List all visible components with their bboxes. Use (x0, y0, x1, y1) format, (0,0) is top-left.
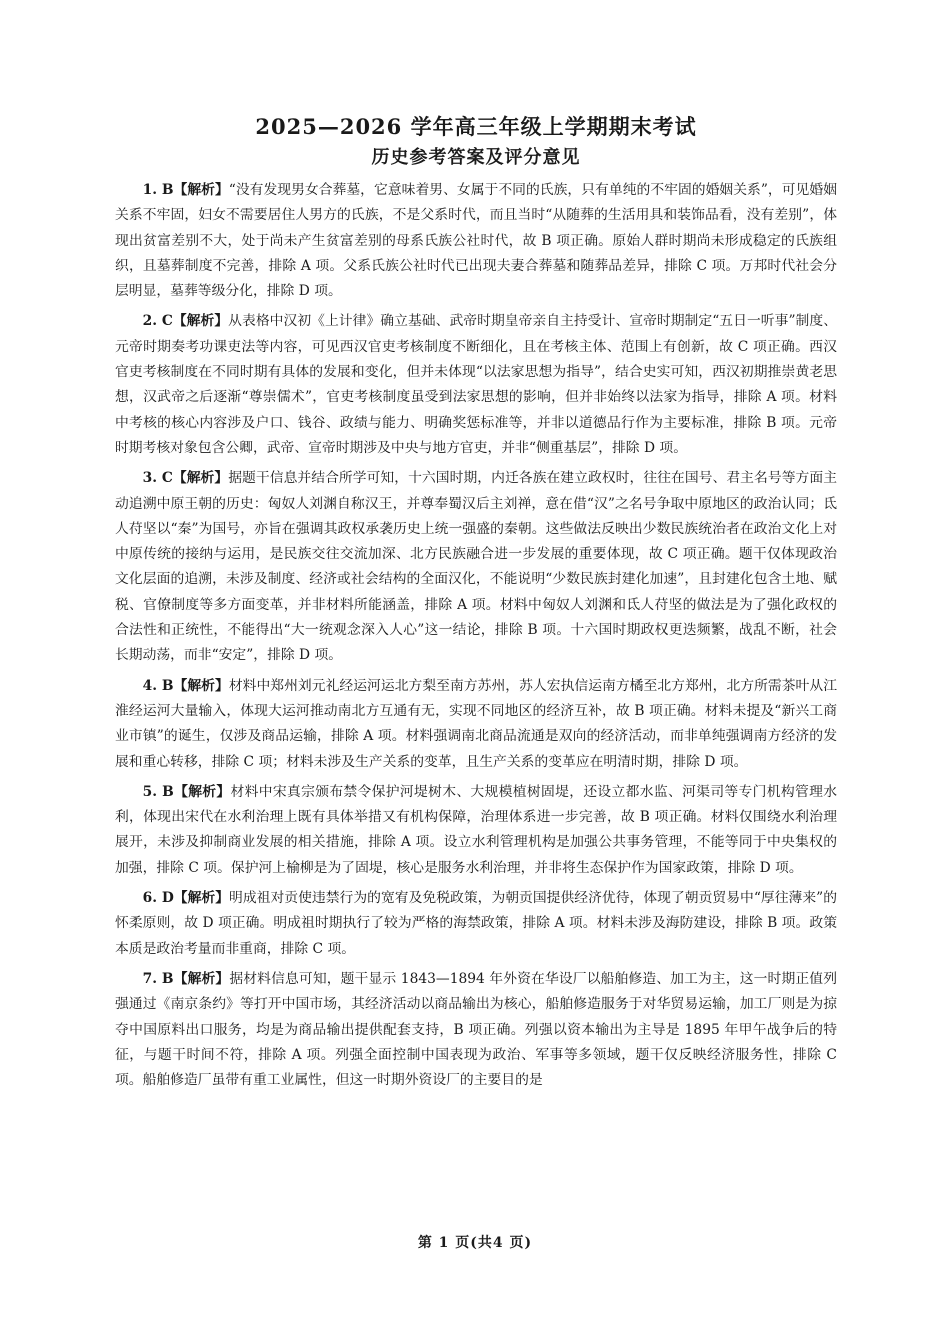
answer-label: 1. B【解析】 (142, 182, 229, 198)
answer-label: 6. D【解析】 (142, 890, 230, 907)
answer-label: 2. C【解析】 (142, 313, 229, 330)
answer-6 (115, 886, 837, 962)
answer-label: 4. B【解析】 (142, 677, 229, 694)
answer-text: 材料中宋真宗颁布禁令保护河堤树木、大规模植树固堤，还设立都水监、河渠司等专门机构管理水利，体现出宋代在水利治理上既有具体举措又有机构保障，治理体系进一步完善，故 B 项正确。材料仅围绕水利治理展开，未涉及抑制商业发展的相关措施，排除 A 项。设立水利管理机构是加强公共事务管理，不能等同于中央集权的加强，排除 C 项。保护河上榆柳是为了固堤，核心是服务水利治理，并非将生态保护作为国家政策，排除 D 项。 (115, 783, 838, 876)
answer-7 (115, 967, 837, 1093)
answer-2 (115, 309, 837, 461)
answer-label: 7. B【解析】 (142, 970, 230, 987)
exam-title: 2025—2026 学年高三年级上学期期末考试 (255, 114, 697, 139)
answer-sheet-page (115, 112, 837, 1098)
page-number: 第 1 页(共4 页) (417, 1235, 533, 1251)
answer-text: 据材料信息可知，题干显示 1843—1894 年外资在华设厂以船舶修造、加工为主，这一时期正值列强通过《南京条约》等打开中国市场，其经济活动以商品输出为核心，船舶修造服务于对华贸易运输，加工厂则是为掠夺中国原料出口服务，均是为商品输出提供配套支持，B 项正确。列强以资本输出为主导是 1895 年甲午战争后的特征，与题干时间不符，排除 A 项。列强全面控制中国表现为政治、军事等多领域，题干仅反映经济服务性，排除 C 项。船舶修造厂虽带有重工业属性，但这一时期外资设厂的主要目的是 (115, 970, 837, 1089)
answer-label: 3. C【解析】 (142, 470, 229, 487)
answer-4 (115, 674, 837, 775)
answer-label: 5. B【解析】 (142, 783, 231, 800)
answer-3 (115, 466, 837, 668)
answer-1 (115, 178, 837, 304)
answer-text: 从表格中汉初《上计律》确立基础、武帝时期皇帝亲自主持受计、宣帝时期制定“五日一听事”制度、元帝时期奏考功课吏法等内容，可见西汉官吏考核制度不断细化，且在考核主体、范围上有创新，故 C 项正确。西汉官吏考核制度在不同时期有具体的发展和变化，但并未体现“以法家思想为指导”，结合史实可知，西汉初期推崇黄老思想，汉武帝之后逐渐“尊崇儒术”，官吏考核制度虽受到法家思想的影响，但并非始终以法家为指导，排除 A 项。材料中考核的核心内容涉及户口、钱谷、政绩与能力、明确奖惩标准等，并非以道德品行作为主要标准，排除 B 项。元帝时期考核对象包含公卿，武帝、宣帝时期涉及中央与地方官吏，并非“侧重基层”，排除 D 项。 (115, 313, 837, 456)
exam-subtitle: 历史参考答案及评分意见 (371, 147, 581, 168)
answer-text: 据题干信息并结合所学可知，十六国时期，内迁各族在建立政权时，往往在国号、君主名号等方面主动追溯中原王朝的历史：匈奴人刘渊自称汉王，并尊奉蜀汉后主刘禅，意在借“汉”之名号争取中原地区的政治认同；氐人苻坚以“秦”为国号，亦旨在强调其政权承袭历史上统一强盛的秦朝。这些做法反映出少数民族统治者在政治文化上对中原传统的接纳与运用，是民族交往交流加深、北方民族融合进一步发展的重要体现，故 C 项正确。题干仅体现政治文化层面的追溯，未涉及制度、经济或社会结构的全面汉化，不能说明“少数民族封建化加速”，且封建化包含土地、赋税、官僚制度等多方面变革，并非材料所能涵盖，排除 A 项。材料中匈奴人刘渊和氐人苻坚的做法是为了强化政权的合法性和正统性，不能得出“大一统观念深入人心”这一结论，排除 B 项。十六国时期政权更迭频繁，战乱不断，社会长期动荡，而非“安定”，排除 D 项。 (115, 470, 838, 664)
answer-text: 材料中郑州刘元礼经运河运北方梨至南方苏州，苏人宏执信运南方橘至北方郑州，北方所需茶叶从江淮经运河大量输入，体现大运河推动南北方互通有无，实现不同地区的经济互补，故 B 项正确。材料未提及“新兴工商业市镇”的诞生，仅涉及商品运输，排除 A 项。材料强调南北商品流通是双向的经济活动，而非单纯强调南方经济的发展和重心转移，排除 C 项；材料未涉及生产关系的变革，且生产关系的变革应在明清时期，排除 D 项。 (115, 677, 837, 770)
answer-text: 明成祖对贡使违禁行为的宽宥及免税政策，为朝贡国提供经济优待，体现了朝贡贸易中“厚往薄来”的怀柔原则，故 D 项正确。明成祖时期执行了较为严格的海禁政策，排除 A 项。材料未涉及海防建设，排除 B 项。政策本质是政治考量而非重商，排除 C 项。 (115, 890, 838, 957)
answer-text: “没有发现男女合葬墓，它意味着男、女属于不同的氏族，只有单纯的不牢固的婚姻关系”，可见婚姻关系不牢固，妇女不需要居住人男方的氏族，不是父系时代，而且当时“从随葬的生活用具和装饰品看，没有差别”，体现出贫富差别不大，处于尚未产生贫富差别的母系氏族公社时代，故 B 项正确。原始人群时期尚未形成稳定的氏族组织，且墓葬制度不完善，排除 A 项。父系氏族公社时代已出现夫妻合葬墓和随葬品差异，排除 C 项。万邦时代社会分层明显，墓葬等级分化，排除 D 项。 (115, 182, 837, 300)
answer-5 (115, 780, 837, 881)
